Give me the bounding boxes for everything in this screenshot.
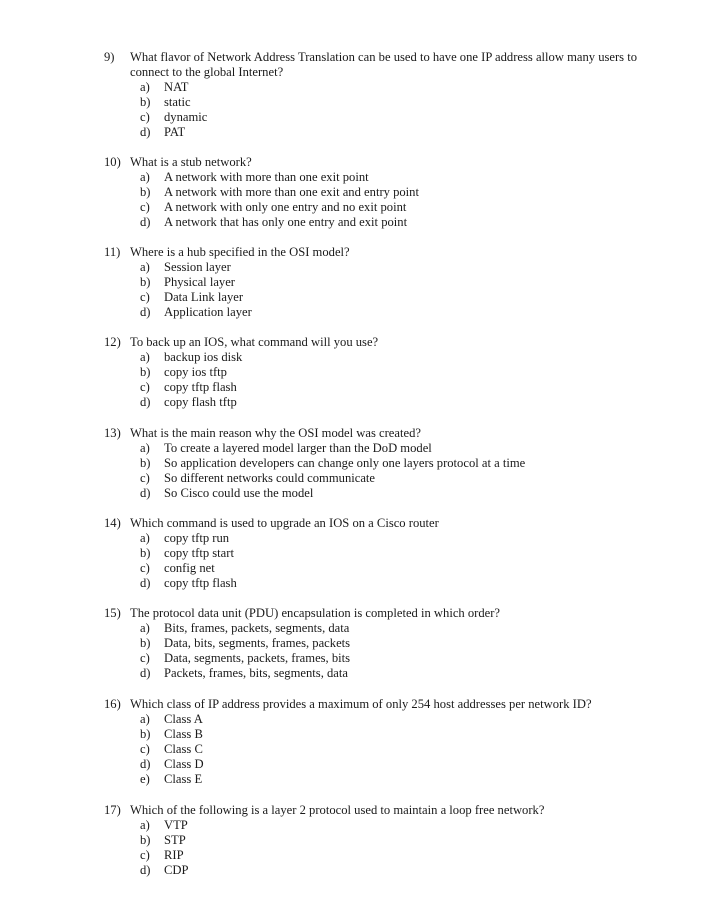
question-12 — [104, 335, 664, 410]
option-item — [104, 772, 664, 787]
option-item — [104, 305, 664, 320]
option-letter: d) — [140, 757, 151, 771]
option-list — [104, 818, 664, 878]
option-letter: b) — [140, 636, 151, 650]
question-text: What is a stub network? — [130, 155, 252, 169]
option-item — [104, 486, 664, 501]
option-text: So different networks could communicate — [164, 471, 376, 485]
option-list — [104, 350, 664, 410]
option-list — [104, 531, 664, 591]
option-letter: d) — [140, 305, 151, 319]
option-letter: a) — [140, 350, 150, 364]
option-letter: c) — [140, 742, 150, 756]
option-item — [104, 275, 664, 290]
option-letter: c) — [140, 848, 150, 862]
option-list — [104, 621, 664, 681]
option-item — [104, 757, 664, 772]
question-9 — [104, 50, 664, 140]
question-13 — [104, 426, 664, 501]
option-item — [104, 712, 664, 727]
option-item — [104, 456, 664, 471]
option-item — [104, 365, 664, 380]
option-letter: c) — [140, 471, 150, 485]
option-item — [104, 471, 664, 486]
option-item — [104, 636, 664, 651]
question-text: What is the main reason why the OSI model was created? — [130, 426, 421, 440]
option-item — [104, 380, 664, 395]
question-15 — [104, 606, 664, 681]
option-letter: d) — [140, 215, 151, 229]
option-letter: a) — [140, 712, 150, 726]
question-text: Where is a hub specified in the OSI model? — [130, 245, 350, 259]
question-text: To back up an IOS, what command will you use? — [130, 335, 379, 349]
question-number: 15) — [104, 606, 121, 620]
question-11 — [104, 245, 664, 320]
option-item — [104, 531, 664, 546]
option-text: Physical layer — [164, 275, 235, 289]
question-number: 10) — [104, 155, 121, 169]
option-text: Bits, frames, packets, segments, data — [164, 621, 350, 635]
option-text: CDP — [164, 863, 189, 877]
option-letter: c) — [140, 561, 150, 575]
option-text: STP — [164, 833, 186, 847]
option-letter: a) — [140, 531, 150, 545]
option-letter: d) — [140, 863, 151, 877]
option-item — [104, 651, 664, 666]
option-letter: b) — [140, 275, 151, 289]
option-text: Packets, frames, bits, segments, data — [164, 666, 348, 680]
question-number: 11) — [104, 245, 121, 259]
question-14 — [104, 516, 664, 591]
question-text: Which command is used to upgrade an IOS on a Cisco router — [130, 516, 439, 530]
option-text: Data, segments, packets, frames, bits — [164, 651, 351, 665]
option-letter: a) — [140, 260, 150, 274]
option-text: dynamic — [164, 110, 208, 124]
option-text: VTP — [164, 818, 188, 832]
option-letter: b) — [140, 95, 151, 109]
option-text: copy ios tftp — [164, 365, 227, 379]
option-text: Class A — [164, 712, 203, 726]
option-letter: a) — [140, 80, 150, 94]
option-list — [104, 712, 664, 787]
option-text: copy tftp flash — [164, 576, 237, 590]
option-letter: d) — [140, 666, 151, 680]
option-list — [104, 170, 664, 230]
option-item — [104, 350, 664, 365]
option-letter: b) — [140, 456, 151, 470]
option-text: copy tftp flash — [164, 380, 237, 394]
option-item — [104, 666, 664, 681]
option-text: So application developers can change only one layers protocol at a time — [164, 456, 526, 470]
option-letter: c) — [140, 380, 150, 394]
option-item — [104, 621, 664, 636]
option-text: static — [164, 95, 191, 109]
option-item — [104, 833, 664, 848]
option-text: Class B — [164, 727, 203, 741]
option-letter: a) — [140, 621, 150, 635]
option-item — [104, 546, 664, 561]
option-text: NAT — [164, 80, 189, 94]
option-letter: b) — [140, 833, 151, 847]
option-item — [104, 727, 664, 742]
option-item — [104, 215, 664, 230]
option-text: Application layer — [164, 305, 252, 319]
option-text: copy tftp run — [164, 531, 230, 545]
option-item — [104, 818, 664, 833]
option-item — [104, 80, 664, 95]
option-letter: b) — [140, 365, 151, 379]
option-text: Class C — [164, 742, 203, 756]
option-letter: b) — [140, 727, 151, 741]
question-number: 9) — [104, 50, 115, 64]
option-text: So Cisco could use the model — [164, 486, 314, 500]
option-text: A network that has only one entry and exit point — [164, 215, 408, 229]
question-number: 16) — [104, 697, 121, 711]
option-letter: a) — [140, 170, 150, 184]
option-item — [104, 170, 664, 185]
option-item — [104, 95, 664, 110]
question-number: 12) — [104, 335, 121, 349]
option-letter: c) — [140, 290, 150, 304]
option-list — [104, 260, 664, 320]
option-text: copy flash tftp — [164, 395, 237, 409]
option-letter: a) — [140, 441, 150, 455]
option-text: PAT — [164, 125, 186, 139]
option-list — [104, 80, 664, 140]
option-letter: e) — [140, 772, 150, 786]
option-item — [104, 290, 664, 305]
option-text: Data, bits, segments, frames, packets — [164, 636, 351, 650]
option-item — [104, 185, 664, 200]
option-text: RIP — [164, 848, 184, 862]
option-item — [104, 200, 664, 215]
option-item — [104, 441, 664, 456]
option-item — [104, 742, 664, 757]
option-item — [104, 260, 664, 275]
option-text: Class E — [164, 772, 203, 786]
option-text: Class D — [164, 757, 204, 771]
option-text: A network with more than one exit point — [164, 170, 369, 184]
question-text: The protocol data unit (PDU) encapsulation is completed in which order? — [130, 606, 501, 620]
question-text: Which class of IP address provides a maximum of only 254 host addresses per network ID? — [130, 697, 592, 711]
option-letter: c) — [140, 110, 150, 124]
option-item — [104, 110, 664, 125]
question-number: 13) — [104, 426, 121, 440]
option-text: copy tftp start — [164, 546, 234, 560]
option-text: config net — [164, 561, 215, 575]
question-number: 14) — [104, 516, 121, 530]
option-letter: d) — [140, 125, 151, 139]
question-text: What flavor of Network Address Translation can be used to have one IP address allow many users to connect to the global Internet? — [130, 50, 638, 79]
option-text: Session layer — [164, 260, 231, 274]
option-letter: a) — [140, 818, 150, 832]
option-letter: c) — [140, 651, 150, 665]
option-text: To create a layered model larger than the DoD model — [164, 441, 432, 455]
option-item — [104, 848, 664, 863]
option-item — [104, 576, 664, 591]
question-10 — [104, 155, 664, 230]
option-list — [104, 441, 664, 501]
option-text: A network with only one entry and no exit point — [164, 200, 407, 214]
option-letter: c) — [140, 200, 150, 214]
option-item — [104, 395, 664, 410]
option-letter: d) — [140, 486, 151, 500]
option-letter: b) — [140, 185, 151, 199]
question-16 — [104, 697, 664, 787]
question-text: Which of the following is a layer 2 protocol used to maintain a loop free network? — [130, 803, 545, 817]
question-17 — [104, 803, 664, 878]
option-text: Data Link layer — [164, 290, 244, 304]
option-letter: d) — [140, 576, 151, 590]
option-letter: b) — [140, 546, 151, 560]
option-text: A network with more than one exit and entry point — [164, 185, 419, 199]
question-number: 17) — [104, 803, 121, 817]
option-item — [104, 561, 664, 576]
option-letter: d) — [140, 395, 151, 409]
option-item — [104, 125, 664, 140]
option-item — [104, 863, 664, 878]
option-text: backup ios disk — [164, 350, 243, 364]
